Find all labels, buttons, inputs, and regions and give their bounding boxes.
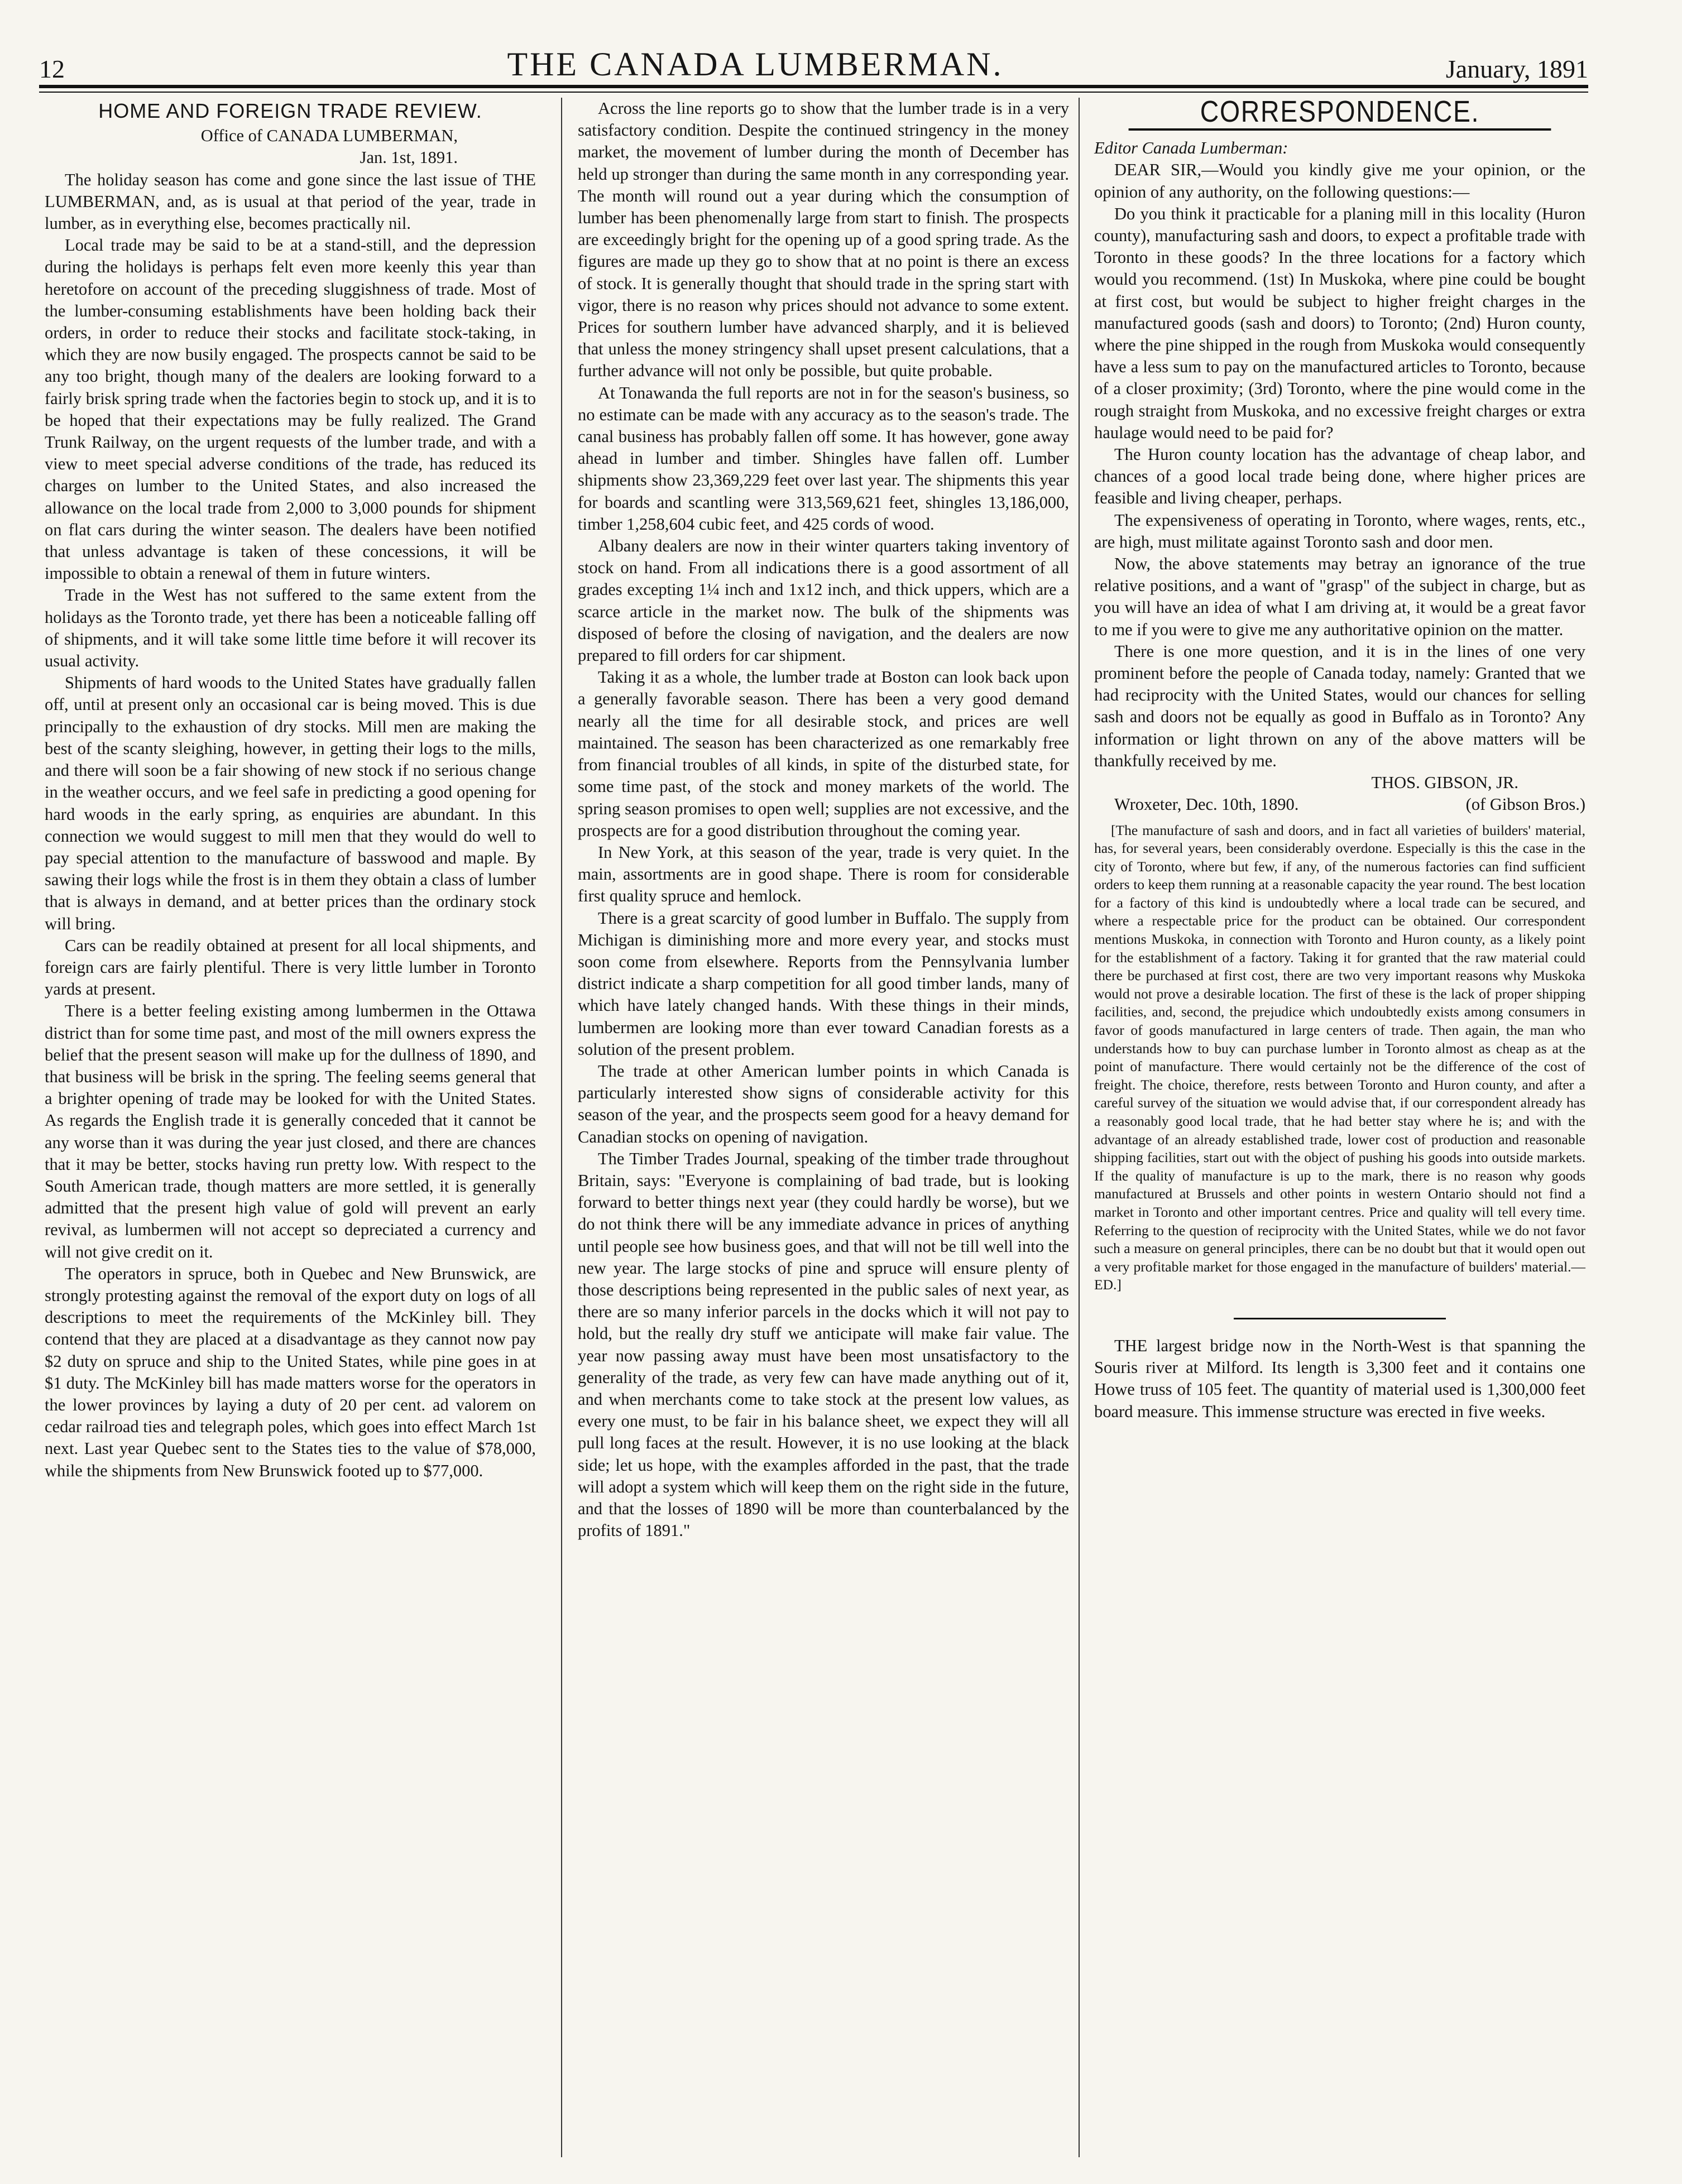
article-paragraph: Across the line reports go to show that the lumber trade is in a very satisfactory condition. Despite the continued stringency in the money market, the movement of lumber during the month of December has held up stronger than during the same month in any corresponding year. The month will round out a year during which the consumption of lumber has been phenomenally large from start to finish. The prospects are exceedingly bright for the opening up of a good spring trade. As the figures are made up they go to show that at no point is there an excess of stock. It is generally thought that should trade in the spring start with vigor, there is no reason why prices should not advance to some extent. Prices for southern lumber have advanced sharply, and it is believed that unless the money stringency shall upset present calculations, that a further advance will not only be possible, but quite probable. xyxy=(578,99,1069,381)
page-number: 12 xyxy=(39,55,65,83)
masthead-rule xyxy=(39,85,1588,88)
letter-addressee: Editor Canada Lumberman: xyxy=(1094,138,1288,158)
dateline-date: Jan. 1st, 1891. xyxy=(360,148,458,167)
article-paragraph: Albany dealers are now in their winter quarters taking inventory of stock on hand. From all indications there is a good assortment of all grades excepting 1¼ inch and 1x12 inch, and thick uppers, which are a scarce article in the market now. The bulk of the shipments was disposed of before the closing of navigation, and the dealers are now prepared to fill orders for car shipment. xyxy=(578,536,1069,665)
article-paragraph: Taking it as a whole, the lumber trade at Boston can look back upon a generally favorable season. There has been a very good demand nearly all the time for all desirable stock, and prices are well maintained. The season has been characterized as one remarkably free from financial troubles of all kinds, in spite of the disturbed state, for some time past, of the stock and money markets of the world. The spring season promises to open well; supplies are not excessive, and the prospects are for a good distribution throughout the coming year. xyxy=(578,668,1069,840)
article-paragraph: Shipments of hard woods to the United States have gradually fallen off, until at present only an occasional car is being moved. This is due principally to the exhaustion of dry stocks. Mill men are making the best of the scanty sleighing, however, in getting their logs to the mills, and there will soon be a fair showing of new stock if no serious change in the weather occurs, and we feel safe in predicting a good opening for hard woods in the early spring, as enquiries are abundant. In this connection we would suggest to mill men that they would do well to pay special attention to the manufacture of basswood and maple. By sawing their logs while the frost is in them they obtain a class of lumber that is always in demand, and at better prices than the ordinary stock will bring. xyxy=(45,673,536,933)
dateline-office: Office of CANADA LUMBERMAN, xyxy=(200,126,458,146)
article-paragraph: Cars can be readily obtained at present for all local shipments, and foreign cars are fairly plentiful. There is very little lumber in Toronto yards at present. xyxy=(45,935,536,999)
article-paragraph: In New York, at this season of the year, trade is very quiet. In the main, assortments are in good shape. There is room for considerable first quality spruce and hemlock. xyxy=(578,842,1069,906)
article-paragraph: At Tonawanda the full reports are not in for the season's business, so no estimate can be made with any accuracy as to the season's trade. The canal business has probably fallen off some. It has however, gone away ahead in lumber and timber. Shingles have fallen off. Lumber shipments show 23,369,229 feet over last year. The shipments this year for boards and scantling were 313,569,621 feet, shingles 13,186,000, timber 1,258,604 cubic feet, and 425 cords of wood. xyxy=(578,383,1069,534)
trade-review-heading: HOME AND FOREIGN TRADE REVIEW. xyxy=(98,99,482,122)
bridge-news-item: THE largest bridge now in the North-West is that spanning the Souris river at Milford. Its length is 3,300 feet and it contains one Howe truss of 105 feet. The quantity of material used is 1,300,000 feet board measure. This immense structure was erected in five weeks. xyxy=(1094,1336,1585,1421)
article-paragraph: Local trade may be said to be at a stand-still, and the depression during the holidays is perhaps felt even more keenly this year than heretofore on account of the preceding sluggishness of trade. Most of the lumber-consuming establishments have been holding back their orders, in order to reduce their stocks and facilitate stock-taking, in which they are now busily engaged. The prospects cannot be said to be any too bright, though many of the dealers are looking forward to a fairly brisk spring trade when the factories begin to stock up, and it is to be hoped that their expectations may be fully realized. The Grand Trunk Railway, on the urgent requests of the lumber trade, and with a view to meet special adverse conditions of the trade, has reduced its charges on lumber to the United States, and also increased the allowance on the local trade from 2,000 to 3,000 pounds for shipment on flat cars during the winter season. The dealers have been notified that unless advantage is taken of these concessions, it will be impossible to obtain a renewal of them in future winters. xyxy=(45,236,536,583)
editor-note-text: [The manufacture of sash and doors, and in fact all varieties of builders' material, has, for several years, been considerably overdone. Especially is this the case in the city of Toronto, where but few, if any, of the numerous factories can find sufficient orders to keep them running at a reasonable capacity the year round. The best location for a factory of this kind is undoubtedly where a local trade can be secured, and where a respectable price for the product can be obtained. Our correspondent mentions Muskoka, in connection with Toronto and Huron county, as a likely point for the establishment of a factory. Taking it for granted that the raw material could there be purchased at first cost, there are two very important reasons why Muskoka would not prove a desirable location. The first of these is the lack of proper shipping facilities, and, second, the prejudice which undoubtedly exists among consumers in favor of goods manufactured in large centers of trade. Then again, the man who understands how to buy can purchase lumber in Toronto almost as cheap as at the point of manufacture. There would certainly not be the difference of the cost of freight. The choice, therefore, rests between Toronto and Huron county, and after a careful survey of the situation we would advise that, if our correspondent already has a reasonably good local trade, that he had better stay where he is; and with the advantage of an already established trade, lower cost of production and reasonable shipping facilities, start out with the object of pushing his goods into outside markets. If the quality of manufacture is up to the mark, there is no reason why goods manufactured at Brussels and other points in western Ontario should not find a market in Toronto and other important centres. Price and quality will tell every time. Referring to the question of reciprocity with the United States, while we do not favor such a measure on general principles, there can be no doubt but that it would open out a very profitable market for those engaged in the manufacture of builders' material.—ED.] xyxy=(1094,822,1585,1293)
section-separator xyxy=(1234,1318,1446,1319)
correspondence-heading: CORRESPONDENCE. xyxy=(1129,98,1551,131)
column-2 xyxy=(578,98,1069,1542)
article-paragraph: The operators in spruce, both in Quebec and New Brunswick, are strongly protesting against the removal of the export duty on logs of all descriptions to meet the requirements of the McKinley bill. They contend that they are placed at a disadvantage as they cannot now pay $2 duty on spruce and ship to the United States, while pine goes in at $1 duty. The McKinley bill has made matters worse for the operators in the lower provinces by laying a duty of 20 per cent. ad valorem on cedar railroad ties and telegraph poles, which goes into effect March 1st next. Last year Quebec sent to the States ties to the value of $78,000, while the shipments from New Brunswick footed up to $77,000. xyxy=(45,1264,536,1480)
column-1 xyxy=(45,98,536,1482)
publication-title: THE CANADA LUMBERMAN. xyxy=(507,46,1004,83)
letter-place-date: Wroxeter, Dec. 10th, 1890. xyxy=(1114,795,1299,814)
article-paragraph: The Timber Trades Journal, speaking of the timber trade throughout Britain, says: "Everyone is complaining of bad trade, but is looking forward to better things next year (they could hardly be worse), but we do not think there will be any immediate advance in prices of anything until people see how business goes, and that will not be till well into the new year. The large stocks of pine and spruce will ensure plenty of those descriptions being represented in the public sales of next year, as there are so many inferior parcels in the docks which it will not pay to hold, but the really dry stuff we anticipate will make fair value. The year now passing away must have been most unsatisfactory to the generality of the trade, as very few can have made anything out of it, and when merchants come to take stock at the present low values, as every one must, to be fair in his balance sheet, we expect they will all pull long faces at the result. However, it is no use looking at the black side; let us hope, with the examples afforded in the past, that the trade will adopt a system which will keep them on the right side in the future, and that the losses of 1890 will be more than counterbalanced by the profits of 1891." xyxy=(578,1149,1069,1540)
letter-paragraph: DEAR SIR,—Would you kindly give me your opinion, or the opinion of any authority, on the following questions:— xyxy=(1094,160,1585,201)
article-paragraph: The trade at other American lumber points in which Canada is particularly interested show signs of considerable activity for this season of the year, and the prospects seem good for a heavy demand for Canadian stocks on opening of navigation. xyxy=(578,1061,1069,1146)
letter-signature: THOS. GIBSON, JR. xyxy=(1371,773,1518,793)
letter-paragraph: Do you think it practicable for a planing mill in this locality (Huron county), manufacturing sash and doors, to expect a profitable trade with Toronto in these goods? In the three locations for a factory which would you recommend. (1st) In Muskoka, where pine could be bought at first cost, but would be subject to higher freight charges in the manufactured goods (sash and doors) to Toronto; (2nd) Huron county, where the pine shipped in the rough from Muskoka would consequently have a less sum to pay on the manufactured articles to Toronto, because of a closer proximity; (3rd) Toronto, where the pine would come in the rough straight from Muskoka, and no excessive freight charges or extra haulage would need to be paid for? xyxy=(1094,204,1585,442)
column-divider-2 xyxy=(1079,98,1080,2157)
editor-note xyxy=(1094,822,1585,1294)
article-paragraph: The holiday season has come and gone since the last issue of THE LUMBERMAN, and, as is usual at that period of the year, trade in lumber, as in everything else, becomes practically nil. xyxy=(45,170,536,233)
masthead xyxy=(39,39,1588,84)
masthead-rule-thin xyxy=(39,92,1588,93)
article-paragraph: There is a better feeling existing among lumbermen in the Ottawa district than for some time past, and most of the mill owners express the belief that the present season will make up for the dullness of 1890, and that business will be brisk in the spring. The feeling seems general that a brighter opening of trade may be looked for with the United States. As regards the English trade it is generally conceded that it cannot be any worse than it was during the year just closed, and there are chances that it may be better, stocks having run pretty low. With respect to the South American trade, though matters are more settled, it is generally admitted that the present high value of gold will prevent an early revival, as lumbermen will not accept so depreciated a currency and will not give credit on it. xyxy=(45,1001,536,1261)
letter-place-line xyxy=(1094,794,1585,815)
article-paragraph: Trade in the West has not suffered to the same extent from the holidays as the Toronto trade, yet there has been a noticeable falling off of shipments, and it will take some little time before it will recover its usual activity. xyxy=(45,585,536,671)
article-paragraph: There is a great scarcity of good lumber in Buffalo. The supply from Michigan is diminishing more and more every year, and stocks must soon come from elsewhere. Reports from the Pennsylvania lumber district indicate a sharp competition for all good timber lands, many of which have lately changed hands. With these things in their minds, lumbermen are looking more than ever toward Canadian forests as a solution of the present problem. xyxy=(578,908,1069,1059)
letter-paragraph: The expensiveness of operating in Toronto, where wages, rents, etc., are high, must militate against Toronto sash and door men. xyxy=(1094,510,1585,551)
letter-paragraph: Now, the above statements may betray an ignorance of the true relative positions, and a want of "grasp" of the subject in charge, but as you will have an idea of what I am driving at, it would be a great favor to me if you were to give me any authoritative opinion on the matter. xyxy=(1094,554,1585,639)
column-3 xyxy=(1094,95,1585,1423)
issue-date: January, 1891 xyxy=(1445,55,1588,83)
letter-firm: (of Gibson Bros.) xyxy=(1465,795,1585,814)
letter-paragraph: There is one more question, and it is in the lines of one very prominent before the people of Canada today, namely: Granted that we had reciprocity with the United States, would our chances for selling sash and doors not be equally as good in Buffalo as in Toronto? Any information or light thrown on any of the above matters will be thankfully received by me. xyxy=(1094,641,1585,770)
column-divider-1 xyxy=(561,98,562,2157)
letter-paragraph: The Huron county location has the advantage of cheap labor, and chances of a good local trade being done, where higher prices are feasible and living cheaper, perhaps. xyxy=(1094,445,1585,508)
